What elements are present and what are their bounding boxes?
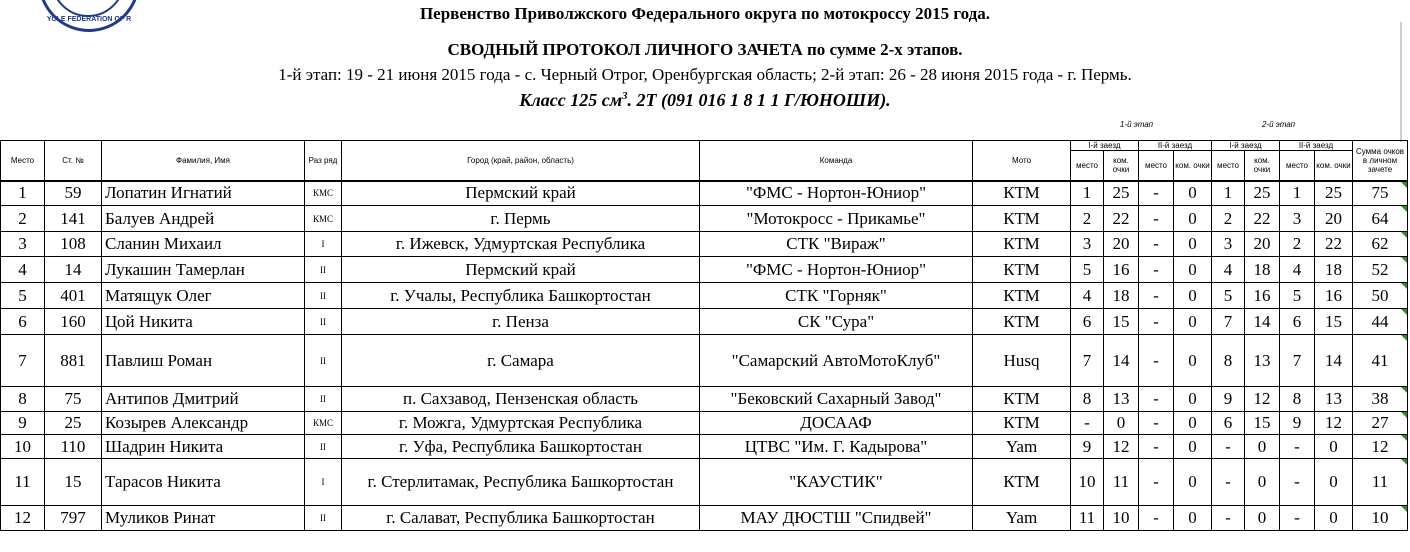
- col-pts: ком. очки: [1245, 151, 1280, 181]
- s1-race1-points: 0: [1104, 412, 1139, 435]
- s2-race2-place: 8: [1280, 387, 1315, 412]
- s2-race2-place: -: [1280, 435, 1315, 459]
- cell-marker-icon: [1401, 206, 1407, 212]
- rider-name: Антипов Дмитрий: [102, 387, 305, 412]
- cell-marker-icon: [1401, 309, 1407, 315]
- s1-race1-points: 16: [1104, 257, 1139, 283]
- col-place: Место: [1, 141, 45, 181]
- s2-race1-points: 22: [1245, 206, 1280, 232]
- team-cell: "ФМС - Нортон-Юниор": [700, 257, 973, 283]
- number-cell: 110: [45, 435, 102, 459]
- s2-race2-place: 5: [1280, 283, 1315, 309]
- s1-race2-place: -: [1139, 257, 1174, 283]
- total-points: 64: [1353, 206, 1408, 232]
- s2-race2-place: -: [1280, 506, 1315, 531]
- col-rank: Раз ряд: [305, 141, 342, 181]
- s2-race1-place: -: [1212, 506, 1245, 531]
- col-city: Город (край, район, область): [342, 141, 700, 181]
- s1-race2-place: -: [1139, 206, 1174, 232]
- s2-race1-place: -: [1212, 459, 1245, 506]
- total-points: 75: [1353, 181, 1408, 206]
- col-pos: место: [1071, 151, 1104, 181]
- s2-race1-place: 9: [1212, 387, 1245, 412]
- s2-race2-points: 12: [1315, 412, 1353, 435]
- s2-race2-place: 7: [1280, 335, 1315, 387]
- rider-name: Цой Никита: [102, 309, 305, 335]
- s2-race1-points: 18: [1245, 257, 1280, 283]
- team-cell: СТК "Горняк": [700, 283, 973, 309]
- team-cell: "КАУСТИК": [700, 459, 973, 506]
- s1-race2-points: 0: [1174, 387, 1212, 412]
- col-pts: ком. очки: [1104, 151, 1139, 181]
- s1-race2-points: 0: [1174, 283, 1212, 309]
- number-cell: 881: [45, 335, 102, 387]
- s2-race1-points: 20: [1245, 232, 1280, 257]
- number-cell: 141: [45, 206, 102, 232]
- s1-race1-points: 13: [1104, 387, 1139, 412]
- city-cell: г. Пенза: [342, 309, 700, 335]
- s1-race2-points: 0: [1174, 206, 1212, 232]
- s2-race1-place: 7: [1212, 309, 1245, 335]
- number-cell: 75: [45, 387, 102, 412]
- cell-marker-icon: [1401, 232, 1407, 238]
- col-pts: ком. очки: [1315, 151, 1353, 181]
- place-cell: 7: [1, 335, 45, 387]
- place-cell: 1: [1, 181, 45, 206]
- s2-race2-place: 4: [1280, 257, 1315, 283]
- number-cell: 25: [45, 412, 102, 435]
- moto-cell: КТМ: [973, 309, 1071, 335]
- cell-marker-icon: [1401, 506, 1407, 512]
- s2-race1-points: 0: [1245, 435, 1280, 459]
- number-cell: 108: [45, 232, 102, 257]
- s2-race1-place: 8: [1212, 335, 1245, 387]
- team-cell: ДОСААФ: [700, 412, 973, 435]
- table-row: [1, 181, 1408, 206]
- rank-cell: II: [305, 335, 342, 387]
- table-row: [1, 257, 1408, 283]
- table-row: [1, 232, 1408, 257]
- s2-race1-points: 15: [1245, 412, 1280, 435]
- team-cell: "Мотокросс - Прикамье": [700, 206, 973, 232]
- number-cell: 797: [45, 506, 102, 531]
- number-cell: 59: [45, 181, 102, 206]
- rank-cell: II: [305, 506, 342, 531]
- rider-name: Сланин Михаил: [102, 232, 305, 257]
- s2-race1-place: 3: [1212, 232, 1245, 257]
- rank-cell: II: [305, 283, 342, 309]
- s2-race1-points: 0: [1245, 506, 1280, 531]
- total-points: 41: [1353, 335, 1408, 387]
- total-points: 50: [1353, 283, 1408, 309]
- rank-cell: I: [305, 459, 342, 506]
- cell-marker-icon: [1401, 459, 1407, 465]
- s2-race1-points: 0: [1245, 459, 1280, 506]
- total-points: 62: [1353, 232, 1408, 257]
- number-cell: 401: [45, 283, 102, 309]
- table-row: [1, 387, 1408, 412]
- number-cell: 15: [45, 459, 102, 506]
- rider-name: Тарасов Никита: [102, 459, 305, 506]
- s1-race1-place: 9: [1071, 435, 1104, 459]
- s1-race2-place: -: [1139, 232, 1174, 257]
- s2-race1-points: 25: [1245, 181, 1280, 206]
- results-body: [1, 181, 1408, 531]
- team-cell: МАУ ДЮСТШ "Спидвей": [700, 506, 973, 531]
- moto-cell: КТМ: [973, 232, 1071, 257]
- city-cell: г. Ижевск, Удмуртская Республика: [342, 232, 700, 257]
- s2-race1-points: 14: [1245, 309, 1280, 335]
- moto-cell: Yam: [973, 506, 1071, 531]
- s1-race2-place: -: [1139, 309, 1174, 335]
- s2-race2-points: 0: [1315, 506, 1353, 531]
- city-cell: г. Можга, Удмуртская Республика: [342, 412, 700, 435]
- moto-cell: КТМ: [973, 459, 1071, 506]
- s1-race2-place: -: [1139, 283, 1174, 309]
- city-cell: г. Самара: [342, 335, 700, 387]
- s1-race1-points: 20: [1104, 232, 1139, 257]
- s2-race1-points: 13: [1245, 335, 1280, 387]
- team-cell: "Бековский Сахарный Завод": [700, 387, 973, 412]
- s2-race1-points: 16: [1245, 283, 1280, 309]
- moto-cell: КТМ: [973, 206, 1071, 232]
- cell-marker-icon: [1401, 257, 1407, 263]
- s2-race2-points: 25: [1315, 181, 1353, 206]
- s1-race1-points: 11: [1104, 459, 1139, 506]
- rank-cell: КМС: [305, 181, 342, 206]
- cell-marker-icon: [1401, 335, 1407, 341]
- s2-race2-place: 9: [1280, 412, 1315, 435]
- place-cell: 2: [1, 206, 45, 232]
- s1-race1-place: 8: [1071, 387, 1104, 412]
- table-row: [1, 435, 1408, 459]
- s1-race1-points: 12: [1104, 435, 1139, 459]
- place-cell: 4: [1, 257, 45, 283]
- col-s2-race2: II-й заезд: [1280, 141, 1353, 151]
- rider-name: Павлиш Роман: [102, 335, 305, 387]
- team-cell: СТК "Вираж": [700, 232, 973, 257]
- logo-text: YCLE FEDERATION OF R: [46, 16, 132, 23]
- col-team: Команда: [700, 141, 973, 181]
- total-points: 38: [1353, 387, 1408, 412]
- col-pos: место: [1139, 151, 1174, 181]
- s1-race2-points: 0: [1174, 506, 1212, 531]
- s1-race1-place: 5: [1071, 257, 1104, 283]
- rank-cell: II: [305, 387, 342, 412]
- place-cell: 8: [1, 387, 45, 412]
- place-cell: 12: [1, 506, 45, 531]
- s2-race1-points: 12: [1245, 387, 1280, 412]
- city-cell: п. Сахзавод, Пензенская область: [342, 387, 700, 412]
- city-cell: г. Уфа, Республика Башкортостан: [342, 435, 700, 459]
- s2-race2-points: 0: [1315, 459, 1353, 506]
- s1-race1-points: 14: [1104, 335, 1139, 387]
- rider-name: Матящук Олег: [102, 283, 305, 309]
- rank-cell: II: [305, 257, 342, 283]
- col-pts: ком. очки: [1174, 151, 1212, 181]
- s1-race2-place: -: [1139, 506, 1174, 531]
- championship-title: Первенство Приволжского Федерального округа по мотокроссу 2015 года.: [419, 4, 991, 23]
- moto-cell: КТМ: [973, 387, 1071, 412]
- s1-race1-points: 15: [1104, 309, 1139, 335]
- s1-race2-points: 0: [1174, 257, 1212, 283]
- s2-race2-place: -: [1280, 459, 1315, 506]
- s2-race2-points: 14: [1315, 335, 1353, 387]
- rank-cell: I: [305, 232, 342, 257]
- s2-race1-place: 5: [1212, 283, 1245, 309]
- s2-race2-points: 16: [1315, 283, 1353, 309]
- s1-race1-points: 10: [1104, 506, 1139, 531]
- city-cell: Пермский край: [342, 257, 700, 283]
- s1-race2-points: 0: [1174, 232, 1212, 257]
- city-cell: г. Салават, Республика Башкортостан: [342, 506, 700, 531]
- s2-race2-place: 2: [1280, 232, 1315, 257]
- rank-cell: КМС: [305, 412, 342, 435]
- s1-race1-place: 3: [1071, 232, 1104, 257]
- city-cell: Пермский край: [342, 181, 700, 206]
- protocol-title: СВОДНЫЙ ПРОТОКОЛ ЛИЧНОГО ЗАЧЕТА по сумме 2-х этапов.: [447, 40, 963, 59]
- results-table: [0, 140, 1408, 531]
- place-cell: 6: [1, 309, 45, 335]
- stages-dates: 1-й этап: 19 - 21 июня 2015 года - с. Черный Отрог, Оренбургская область; 2-й этап: 26 - 28 июня 2015 года - г. Пермь.: [278, 65, 1132, 84]
- stage2-label: 2-й этап: [1262, 120, 1296, 129]
- s1-race2-points: 0: [1174, 412, 1212, 435]
- total-points: 52: [1353, 257, 1408, 283]
- number-cell: 160: [45, 309, 102, 335]
- s2-race2-points: 20: [1315, 206, 1353, 232]
- s1-race2-place: -: [1139, 459, 1174, 506]
- moto-cell: Yam: [973, 435, 1071, 459]
- s1-race2-place: -: [1139, 335, 1174, 387]
- cell-marker-icon: [1401, 387, 1407, 393]
- stage1-label: 1-й этап: [1120, 120, 1154, 129]
- cell-marker-icon: [1401, 182, 1407, 188]
- place-cell: 5: [1, 283, 45, 309]
- col-s2-race1: I-й заезд: [1212, 141, 1280, 151]
- s1-race1-place: 10: [1071, 459, 1104, 506]
- col-pos: место: [1212, 151, 1245, 181]
- total-points: 11: [1353, 459, 1408, 506]
- s1-race2-place: -: [1139, 181, 1174, 206]
- city-cell: г. Стерлитамак, Республика Башкортостан: [342, 459, 700, 506]
- cell-marker-icon: [1401, 412, 1407, 418]
- rider-name: Козырев Александр: [102, 412, 305, 435]
- col-moto: Мото: [973, 141, 1071, 181]
- place-cell: 10: [1, 435, 45, 459]
- moto-cell: Husq: [973, 335, 1071, 387]
- rider-name: Лопатин Игнатий: [102, 181, 305, 206]
- total-points: 44: [1353, 309, 1408, 335]
- col-name: Фамилия, Имя: [102, 141, 305, 181]
- s1-race1-place: 1: [1071, 181, 1104, 206]
- s1-race1-place: 4: [1071, 283, 1104, 309]
- col-s1-race2: II-й заезд: [1139, 141, 1212, 151]
- class-title: Класс 125 $см^3$. 2Т (091 016 1 8 1 1 Г/ЮНОШИ).: [519, 90, 891, 110]
- col-sum: Сумма очков в личном зачете: [1353, 141, 1408, 181]
- s1-race2-place: -: [1139, 412, 1174, 435]
- team-cell: СК "Сура": [700, 309, 973, 335]
- table-row: [1, 283, 1408, 309]
- s1-race1-points: 18: [1104, 283, 1139, 309]
- place-cell: 3: [1, 232, 45, 257]
- team-cell: "ФМС - Нортон-Юниор": [700, 181, 973, 206]
- place-cell: 9: [1, 412, 45, 435]
- moto-cell: КТМ: [973, 257, 1071, 283]
- rider-name: Лукашин Тамерлан: [102, 257, 305, 283]
- s2-race2-points: 22: [1315, 232, 1353, 257]
- total-points: 12: [1353, 435, 1408, 459]
- s2-race2-points: 13: [1315, 387, 1353, 412]
- s2-race2-place: 1: [1280, 181, 1315, 206]
- s1-race1-place: 2: [1071, 206, 1104, 232]
- cell-marker-icon: [1401, 283, 1407, 289]
- table-row: [1, 506, 1408, 531]
- s1-race1-points: 22: [1104, 206, 1139, 232]
- s1-race1-points: 25: [1104, 181, 1139, 206]
- table-row: [1, 309, 1408, 335]
- col-pos: место: [1280, 151, 1315, 181]
- s1-race1-place: 7: [1071, 335, 1104, 387]
- s2-race1-place: 6: [1212, 412, 1245, 435]
- total-points: 10: [1353, 506, 1408, 531]
- table-row: [1, 412, 1408, 435]
- s1-race2-points: 0: [1174, 435, 1212, 459]
- city-cell: г. Пермь: [342, 206, 700, 232]
- s1-race1-place: -: [1071, 412, 1104, 435]
- rider-name: Балуев Андрей: [102, 206, 305, 232]
- s1-race1-place: 6: [1071, 309, 1104, 335]
- s2-race2-points: 0: [1315, 435, 1353, 459]
- rank-cell: КМС: [305, 206, 342, 232]
- rank-cell: II: [305, 435, 342, 459]
- table-row: [1, 335, 1408, 387]
- rider-name: Муликов Ринат: [102, 506, 305, 531]
- cell-marker-icon: [1401, 435, 1407, 441]
- s2-race1-place: 2: [1212, 206, 1245, 232]
- moto-cell: КТМ: [973, 181, 1071, 206]
- s1-race2-points: 0: [1174, 309, 1212, 335]
- col-s1-race1: I-й заезд: [1071, 141, 1139, 151]
- s1-race2-points: 0: [1174, 335, 1212, 387]
- s2-race1-place: -: [1212, 435, 1245, 459]
- s2-race2-place: 3: [1280, 206, 1315, 232]
- table-row: [1, 206, 1408, 232]
- s2-race1-place: 1: [1212, 181, 1245, 206]
- team-cell: ЦТВС "Им. Г. Кадырова": [700, 435, 973, 459]
- s1-race2-points: 0: [1174, 459, 1212, 506]
- moto-cell: КТМ: [973, 412, 1071, 435]
- s2-race2-place: 6: [1280, 309, 1315, 335]
- s2-race1-place: 4: [1212, 257, 1245, 283]
- s1-race2-points: 0: [1174, 181, 1212, 206]
- table-row: [1, 459, 1408, 506]
- col-number: Ст. №: [45, 141, 102, 181]
- city-cell: г. Учалы, Республика Башкортостан: [342, 283, 700, 309]
- total-points: 27: [1353, 412, 1408, 435]
- s1-race1-place: 11: [1071, 506, 1104, 531]
- s1-race2-place: -: [1139, 435, 1174, 459]
- s2-race2-points: 15: [1315, 309, 1353, 335]
- number-cell: 14: [45, 257, 102, 283]
- place-cell: 11: [1, 459, 45, 506]
- rank-cell: II: [305, 309, 342, 335]
- s1-race2-place: -: [1139, 387, 1174, 412]
- moto-cell: КТМ: [973, 283, 1071, 309]
- s2-race2-points: 18: [1315, 257, 1353, 283]
- team-cell: "Самарский АвтоМотоКлуб": [700, 335, 973, 387]
- rider-name: Шадрин Никита: [102, 435, 305, 459]
